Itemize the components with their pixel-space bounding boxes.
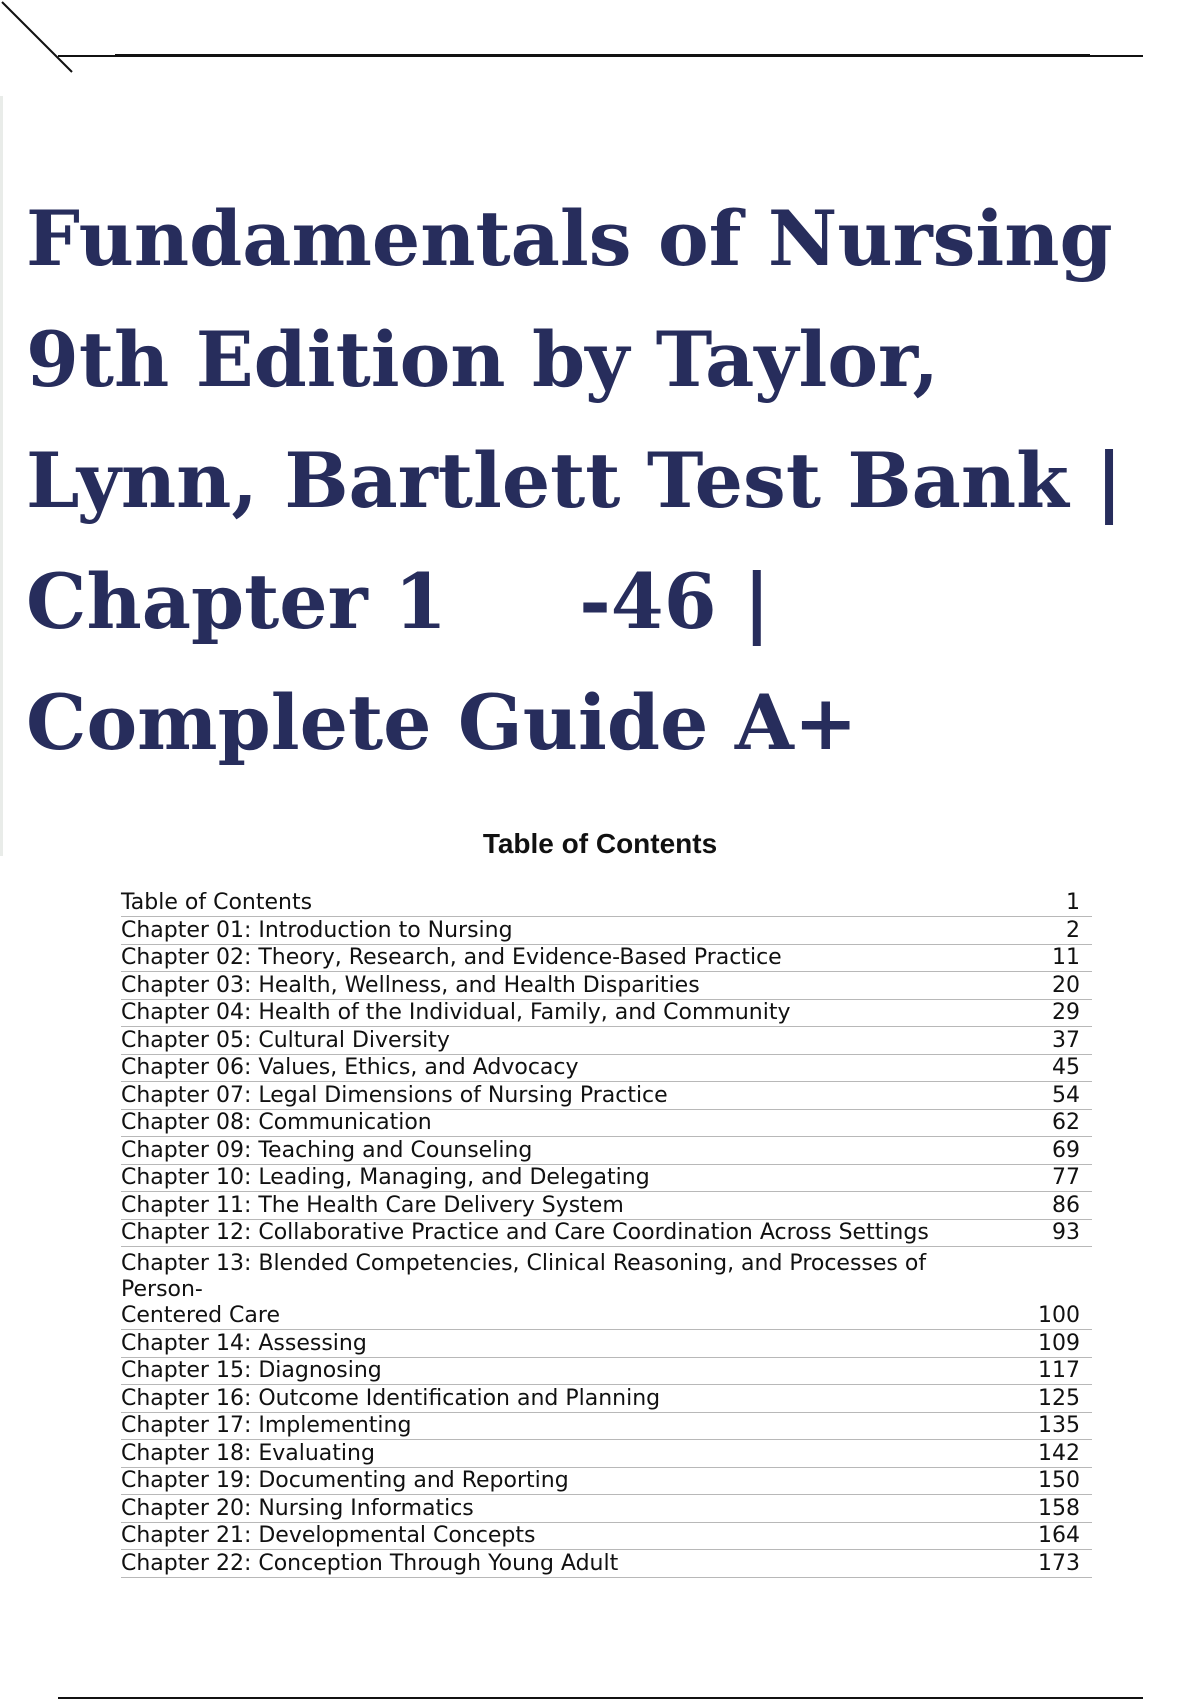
toc-row[interactable] <box>121 1385 1092 1413</box>
toc-row[interactable] <box>121 917 1092 945</box>
bottom-rule <box>58 1697 1143 1699</box>
toc-table <box>121 886 1092 1578</box>
toc-entry-page: 173 <box>1038 1550 1080 1576</box>
toc-entry-page: 158 <box>1038 1495 1080 1521</box>
toc-row[interactable] <box>121 1137 1092 1165</box>
toc-entry-title: Chapter 03: Health, Wellness, and Health Disparities <box>121 972 700 998</box>
toc-entry-title: Chapter 15: Diagnosing <box>121 1358 382 1383</box>
toc-entry-title: Chapter 04: Health of the Individual, Family, and Community <box>121 1000 791 1025</box>
toc-entry-title: Chapter 21: Developmental Concepts <box>121 1523 536 1548</box>
toc-entry-title: Chapter 17: Implementing <box>121 1413 412 1438</box>
toc-row[interactable] <box>121 1495 1092 1523</box>
toc-row[interactable] <box>121 1550 1092 1578</box>
toc-row[interactable] <box>121 1000 1092 1028</box>
toc-row[interactable] <box>121 886 1092 917</box>
toc-entry-title: Chapter 13: Blended Competencies, Clinical Reasoning, and Processes of Person- Centered Care <box>121 1251 927 1328</box>
title-line: Lynn, Bartlett Test Bank | <box>26 436 1123 525</box>
toc-entry-title: Chapter 20: Nursing Informatics <box>121 1495 474 1521</box>
toc-row[interactable] <box>121 972 1092 1000</box>
toc-row[interactable] <box>121 1523 1092 1551</box>
toc-row[interactable] <box>121 1440 1092 1468</box>
toc-entry-page: 117 <box>1038 1358 1080 1383</box>
toc-row[interactable] <box>121 1220 1092 1248</box>
toc-entry-page: 45 <box>1052 1055 1080 1080</box>
corner-slash-mark <box>0 0 80 80</box>
toc-entry-page: 20 <box>1052 972 1080 998</box>
toc-entry-page: 11 <box>1052 945 1080 970</box>
toc-entry-title: Chapter 18: Evaluating <box>121 1440 375 1466</box>
title-line: Complete Guide A+ <box>26 678 858 767</box>
toc-entry-page: 109 <box>1038 1330 1080 1356</box>
title-line: Chapter 1 -46 | <box>26 557 771 646</box>
toc-entry-title: Chapter 14: Assessing <box>121 1330 367 1356</box>
title-line: 9th Edition by Taylor, <box>26 315 940 404</box>
toc-entry-page: 54 <box>1052 1082 1080 1108</box>
left-edge-strip <box>0 96 3 856</box>
toc-row[interactable] <box>121 1330 1092 1358</box>
toc-entry-title: Chapter 02: Theory, Research, and Evidence-Based Practice <box>121 945 782 970</box>
title-line: Fundamentals of Nursing <box>26 194 1113 283</box>
toc-entry-page: 29 <box>1052 1000 1080 1025</box>
toc-entry-title: Table of Contents <box>121 890 313 915</box>
toc-entry-page: 69 <box>1052 1137 1080 1163</box>
toc-entry-title: Chapter 09: Teaching and Counseling <box>121 1137 533 1163</box>
toc-row[interactable] <box>121 1110 1092 1138</box>
toc-entry-title: Chapter 07: Legal Dimensions of Nursing Practice <box>121 1082 668 1108</box>
toc-entry-title: Chapter 19: Documenting and Reporting <box>121 1468 569 1493</box>
toc-entry-title: Chapter 12: Collaborative Practice and Care Coordination Across Settings <box>121 1220 929 1245</box>
toc-row[interactable] <box>121 1027 1092 1055</box>
toc-entry-page: 142 <box>1038 1440 1080 1466</box>
toc-entry-title: Chapter 10: Leading, Managing, and Delegating <box>121 1165 650 1190</box>
toc-entry-title: Chapter 11: The Health Care Delivery System <box>121 1192 624 1218</box>
top-rule-thick <box>115 54 1090 57</box>
toc-entry-page: 62 <box>1052 1110 1080 1135</box>
toc-row[interactable] <box>121 1055 1092 1083</box>
toc-entry-page: 86 <box>1052 1192 1080 1218</box>
toc-entry-page: 164 <box>1038 1523 1080 1548</box>
toc-row[interactable] <box>121 1192 1092 1220</box>
toc-row[interactable] <box>121 1165 1092 1193</box>
toc-heading: Table of Contents <box>482 828 718 859</box>
toc-entry-title: Chapter 22: Conception Through Young Adult <box>121 1550 619 1576</box>
toc-row[interactable] <box>121 1413 1092 1441</box>
toc-entry-title: Chapter 16: Outcome Identification and Planning <box>121 1385 661 1411</box>
toc-entry-page: 135 <box>1038 1413 1080 1438</box>
toc-entry-page: 77 <box>1052 1165 1080 1190</box>
toc-row[interactable] <box>121 1082 1092 1110</box>
toc-entry-title: Chapter 05: Cultural Diversity <box>121 1027 450 1053</box>
toc-entry-page: 37 <box>1052 1027 1080 1053</box>
toc-row[interactable] <box>121 945 1092 973</box>
toc-row[interactable] <box>121 1468 1092 1496</box>
toc-entry-page: 2 <box>1066 917 1080 943</box>
toc-entry-page: 1 <box>1066 890 1080 915</box>
toc-entry-page: 125 <box>1038 1385 1080 1411</box>
toc-entry-page: 93 <box>1052 1220 1080 1245</box>
toc-entry-page: 100 <box>1038 1303 1080 1328</box>
toc-entry-title: Chapter 01: Introduction to Nursing <box>121 917 513 943</box>
toc-entry-page: 150 <box>1038 1468 1080 1493</box>
toc-row[interactable] <box>121 1247 1092 1330</box>
document-title <box>26 178 1176 783</box>
toc-row[interactable] <box>121 1358 1092 1386</box>
toc-entry-title: Chapter 08: Communication <box>121 1110 432 1135</box>
toc-entry-title: Chapter 06: Values, Ethics, and Advocacy <box>121 1055 579 1080</box>
